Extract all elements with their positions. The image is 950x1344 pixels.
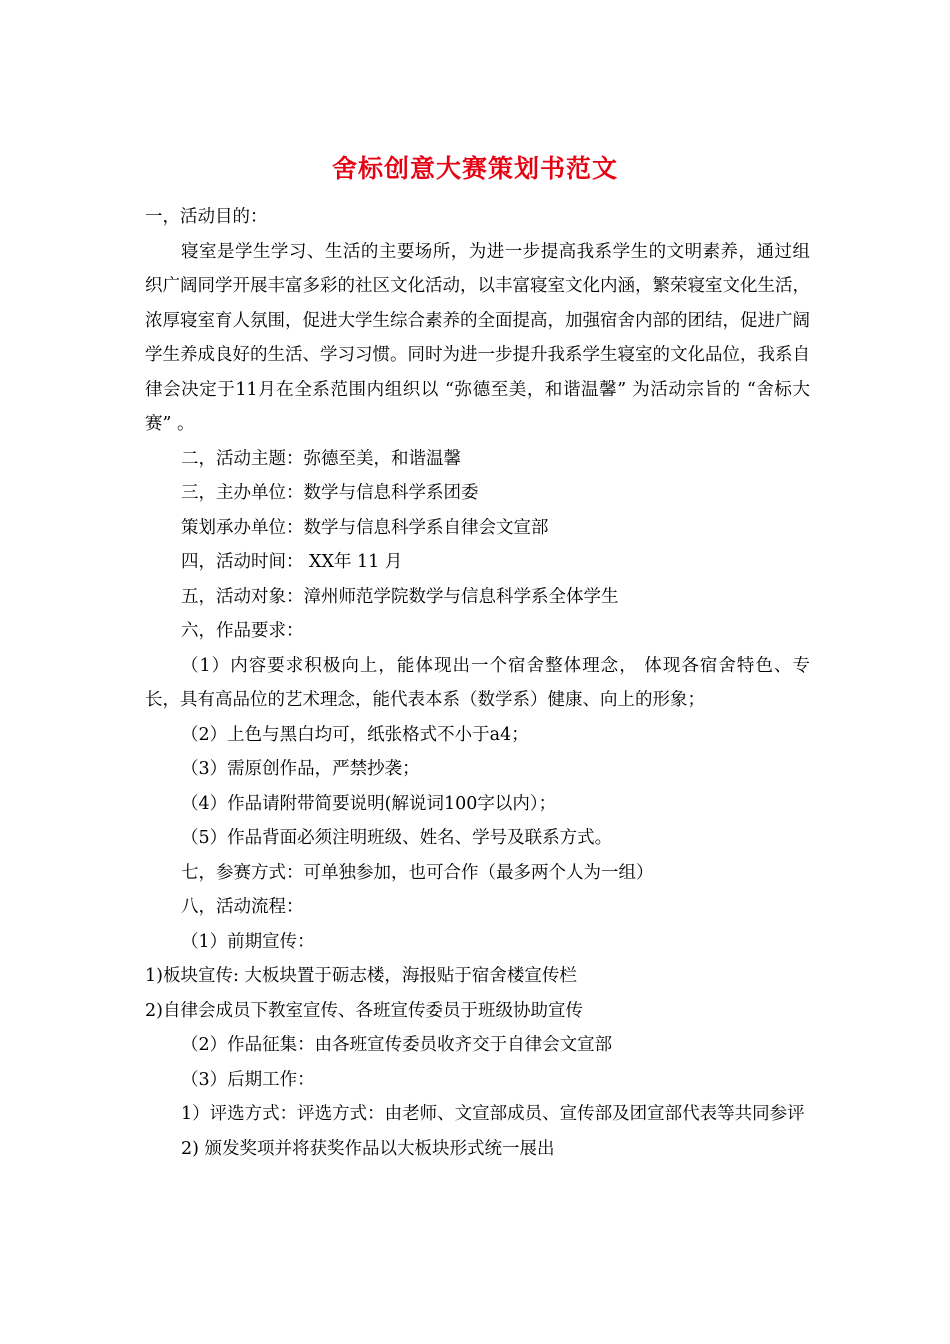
process-substep-1-2: 2)自律会成员下教室宣传、各班宣传委员于班级协助宣传 — [145, 1000, 583, 1021]
requirement-item-5: （5）作品背面必须注明班级、姓名、学号及联系方式。 — [181, 828, 613, 848]
process-step-1: （1）前期宣传： — [181, 931, 315, 952]
paragraph-purpose: 寝室是学生学习、生活的主要场所，为进一步提高我系学生的文明素养，通过组织广阔同学开展丰富多彩的社区文化活动，以丰富寝室文化内涵，繁荣寝室文化生活，浓厚寝室育人氛围，促进大学生综合素养的全面提高，加强宿舍内部的团结，促进广阔学生养成良好的生活、学习习惯。同时为进一步提升我系学生寝室的文化品位，我系自律会决定于11月在全系范围内组织以 “弥德至美，和谐温馨” 为活动宗旨的 “舍标大赛” 。 — [145, 241, 810, 434]
section-heading-requirements: 六，作品要求： — [181, 621, 304, 641]
section-audience: 五，活动对象：漳州师范学院数学与信息科学系全体学生 — [181, 586, 619, 607]
section-heading-purpose: 一，活动目的： — [145, 207, 268, 227]
process-step-3: （3）后期工作： — [181, 1069, 315, 1090]
process-substep-3-1: 1）评选方式：评选方式：由老师、文宣部成员、宣传部及团宣部代表等共同参评 — [181, 1104, 805, 1124]
section-theme: 二，活动主题：弥德至美，和谐温馨 — [181, 448, 461, 469]
requirement-item-3: （3）需原创作品，严禁抄袭； — [181, 759, 420, 779]
process-substep-3-2: 2) 颁发奖项并将获奖作品以大板块形式统一展出 — [181, 1138, 555, 1159]
process-substep-1-1: 1)板块宣传: 大板块置于砺志楼，海报贴于宿舍楼宣传栏 — [145, 966, 577, 986]
requirement-item-4: （4）作品请附带简要说明(解说词100字以内）； — [181, 793, 557, 814]
process-step-2: （2）作品征集：由各班宣传委员收齐交于自律会文宣部 — [181, 1035, 613, 1055]
requirement-item-2: （2）上色与黑白均可，纸张格式不小于a4； — [181, 724, 529, 745]
document-body — [145, 200, 810, 1166]
section-co-organizer: 策划承办单位：数学与信息科学系自律会文宣部 — [181, 517, 549, 538]
section-time: 四，活动时间： XX年 11 月 — [181, 552, 403, 572]
section-organizer: 三，主办单位：数学与信息科学系团委 — [181, 483, 479, 503]
requirement-item-1: （1）内容要求积极向上，能体现出一个宿舍整体理念， 体现各宿舍特色、专长，具有高品位的艺术理念，能代表本系（数学系）健康、向上的形象； — [145, 655, 810, 710]
section-participation: 七，参赛方式：可单独参加，也可合作（最多两个人为一组） — [181, 862, 654, 883]
document-title: 舍标创意大赛策划书范文 — [331, 154, 618, 183]
section-heading-process: 八，活动流程： — [181, 897, 304, 917]
